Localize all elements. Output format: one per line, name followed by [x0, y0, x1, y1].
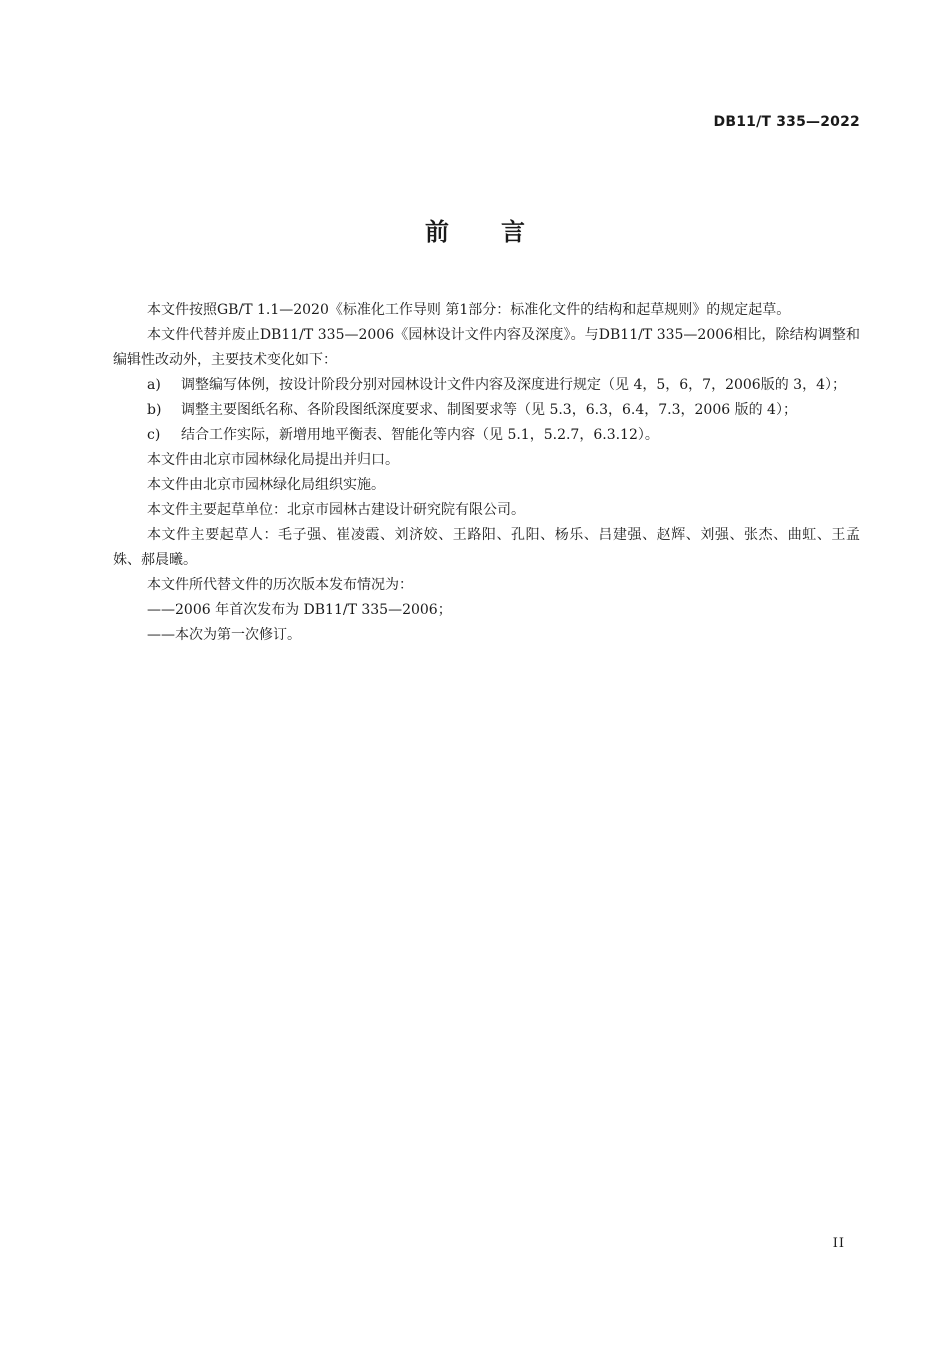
list-item — [113, 373, 860, 398]
paragraph-drafting-rules: 本文件按照GB/T 1.1—2020《标准化工作导则 第1部分：标准化文件的结构和起草规则》的规定起草。 — [147, 302, 791, 318]
paragraph-proposer: 本文件由北京市园林绿化局提出并归口。 — [147, 452, 399, 468]
history-item: ——2006 年首次发布为 DB11/T 335—2006； — [147, 602, 452, 618]
paragraph-drafters: 本文件主要起草人：毛子强、崔凌霞、刘济姣、王路阳、孔阳、杨乐、吕建强、赵辉、刘强、张杰、曲虹、王孟姝、郝晨曦。 — [113, 527, 860, 568]
list-item-label: a) — [147, 377, 161, 393]
paragraph-history-intro: 本文件所代替文件的历次版本发布情况为： — [147, 577, 413, 593]
list-item — [113, 423, 860, 448]
document-code: DB11/T 335—2022 — [713, 114, 860, 130]
page-title: 前言 — [425, 218, 577, 246]
list-item-text: 调整主要图纸名称、各阶段图纸深度要求、制图要求等（见 5.3，6.3，6.4，7.3，2006 版的 4）； — [181, 402, 797, 418]
list-item-label: c) — [147, 427, 161, 443]
list-item-text: 结合工作实际，新增用地平衡表、智能化等内容（见 5.1，5.2.7，6.3.12）。 — [181, 427, 659, 443]
list-item-text: 调整编写体例，按设计阶段分别对园林设计文件内容及深度进行规定（见 4，5，6，7，2006版的 3，4）； — [181, 377, 846, 393]
list-item-label: b) — [147, 402, 162, 418]
foreword-content — [113, 298, 860, 648]
page-number: II — [832, 1236, 845, 1251]
paragraph-replacement: 本文件代替并废止DB11/T 335—2006《园林设计文件内容及深度》。与DB11/T 335—2006相比，除结构调整和编辑性改动外，主要技术变化如下： — [113, 327, 860, 368]
paragraph-implementer: 本文件由北京市园林绿化局组织实施。 — [147, 477, 385, 493]
paragraph-drafting-unit: 本文件主要起草单位：北京市园林古建设计研究院有限公司。 — [147, 502, 525, 518]
history-item: ——本次为第一次修订。 — [147, 627, 301, 643]
list-item — [113, 398, 860, 423]
